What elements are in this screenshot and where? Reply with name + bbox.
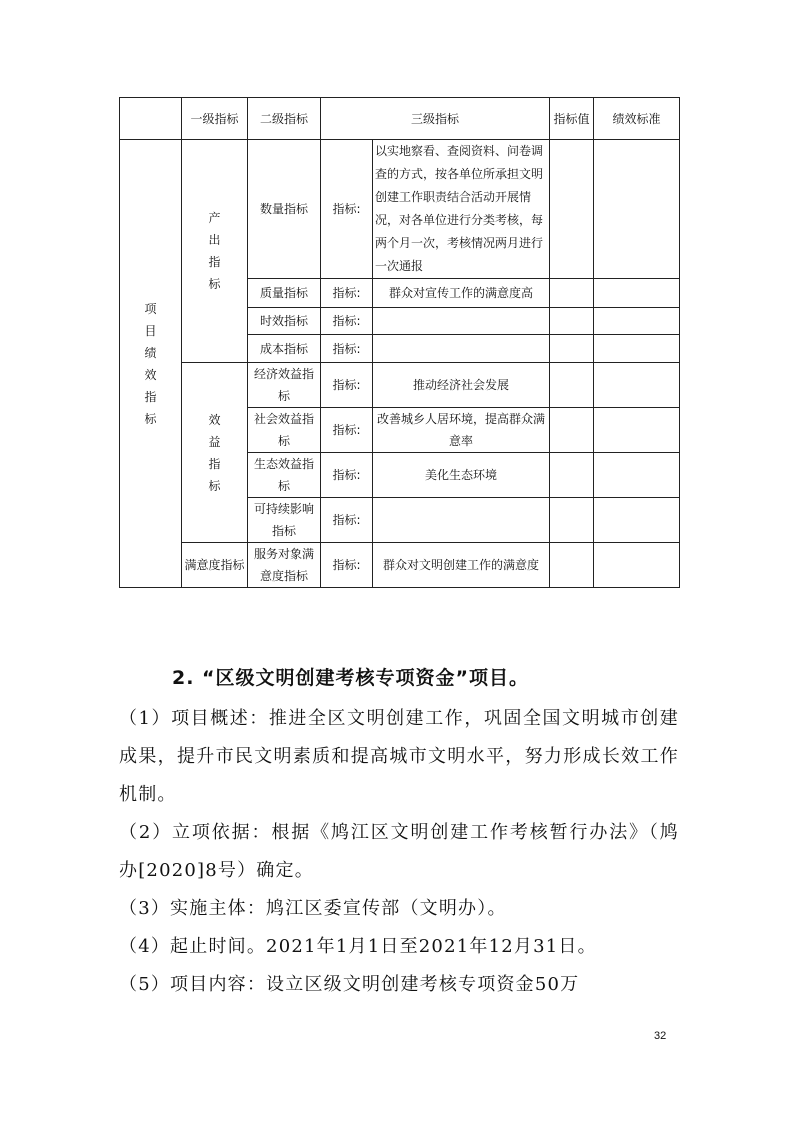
group-benefit: 效益指标 xyxy=(182,363,248,543)
indicator-prefix: 指标: xyxy=(321,408,373,453)
header-level3: 三级指标 xyxy=(321,98,550,140)
indicator-service-content: 群众对文明创建工作的满意度 xyxy=(373,543,550,588)
indicator-prefix: 指标: xyxy=(321,498,373,543)
indicator-prefix: 指标: xyxy=(321,363,373,408)
standard-cell xyxy=(594,363,680,408)
indicator-sustainable-content xyxy=(373,498,550,543)
indicator-ecological: 生态效益指标 xyxy=(248,453,321,498)
indicator-prefix: 指标: xyxy=(321,308,373,335)
standard-cell xyxy=(594,279,680,308)
category-project-performance: 项目绩效指标 xyxy=(120,140,182,588)
standard-cell xyxy=(594,453,680,498)
indicator-service: 服务对象满意度指标 xyxy=(248,543,321,588)
value-cell xyxy=(550,140,594,279)
standard-cell xyxy=(594,543,680,588)
value-cell xyxy=(550,543,594,588)
header-standard: 绩效标准 xyxy=(594,98,680,140)
indicator-cost: 成本指标 xyxy=(248,335,321,363)
standard-cell xyxy=(594,498,680,543)
indicator-prefix: 指标: xyxy=(321,140,373,279)
table-header-row xyxy=(120,98,680,140)
value-cell xyxy=(550,363,594,408)
table-row xyxy=(120,543,680,588)
indicator-ecological-content: 美化生态环境 xyxy=(373,453,550,498)
table-row xyxy=(120,140,680,279)
group-output: 产出指标 xyxy=(182,140,248,363)
value-cell xyxy=(550,279,594,308)
value-cell xyxy=(550,498,594,543)
group-satisfaction: 满意度指标 xyxy=(182,543,248,588)
indicator-economic-content: 推动经济社会发展 xyxy=(373,363,550,408)
paragraph-period: （4）起止时间。2021年1月1日至2021年12月31日。 xyxy=(119,936,597,957)
indicator-quality: 质量指标 xyxy=(248,279,321,308)
indicator-prefix: 指标: xyxy=(321,543,373,588)
indicator-prefix: 指标: xyxy=(321,279,373,308)
value-cell xyxy=(550,408,594,453)
indicator-quantity: 数量指标 xyxy=(248,140,321,279)
header-value: 指标值 xyxy=(550,98,594,140)
paragraph-implementer: （3）实施主体：鸠江区委宣传部（文明办）。 xyxy=(119,898,507,919)
value-cell xyxy=(550,308,594,335)
standard-cell xyxy=(594,335,680,363)
value-cell xyxy=(550,335,594,363)
indicator-social: 社会效益指标 xyxy=(248,408,321,453)
indicator-prefix: 指标: xyxy=(321,453,373,498)
paragraph-overview: （1）项目概述：推进全区文明创建工作，巩固全国文明城市创建成果，提升市民文明素质和提高城市文明水平，努力形成长效工作机制。 xyxy=(119,708,679,805)
section-heading: 2. “区级文明创建考核专项资金”项目。 xyxy=(172,667,530,689)
table-row xyxy=(120,363,680,408)
standard-cell xyxy=(594,140,680,279)
blank-header-cell xyxy=(120,98,182,140)
header-level1: 一级指标 xyxy=(182,98,248,140)
indicator-sustainable: 可持续影响指标 xyxy=(248,498,321,543)
performance-indicator-table xyxy=(119,97,680,588)
indicator-timeliness: 时效指标 xyxy=(248,308,321,335)
indicator-social-content: 改善城乡人居环境，提高群众满意率 xyxy=(373,408,550,453)
indicator-quantity-content: 以实地察看、查阅资料、问卷调查的方式，按各单位所承担文明创建工作职责结合活动开展情况，对各单位进行分类考核，每两个月一次，考核情况两月进行一次通报 xyxy=(373,140,550,279)
indicator-timeliness-content xyxy=(373,308,550,335)
indicator-prefix: 指标: xyxy=(321,335,373,363)
page-number: 32 xyxy=(654,1030,667,1042)
paragraph-basis: （2）立项依据：根据《鸠江区文明创建工作考核暂行办法》（鸠办[2020]8号）确定。 xyxy=(119,822,679,881)
header-level2: 二级指标 xyxy=(248,98,321,140)
paragraph-content: （5）项目内容：设立区级文明创建考核专项资金50万 xyxy=(119,974,580,995)
indicator-economic: 经济效益指标 xyxy=(248,363,321,408)
indicator-cost-content xyxy=(373,335,550,363)
value-cell xyxy=(550,453,594,498)
standard-cell xyxy=(594,308,680,335)
indicator-quality-content: 群众对宣传工作的满意度高 xyxy=(373,279,550,308)
standard-cell xyxy=(594,408,680,453)
